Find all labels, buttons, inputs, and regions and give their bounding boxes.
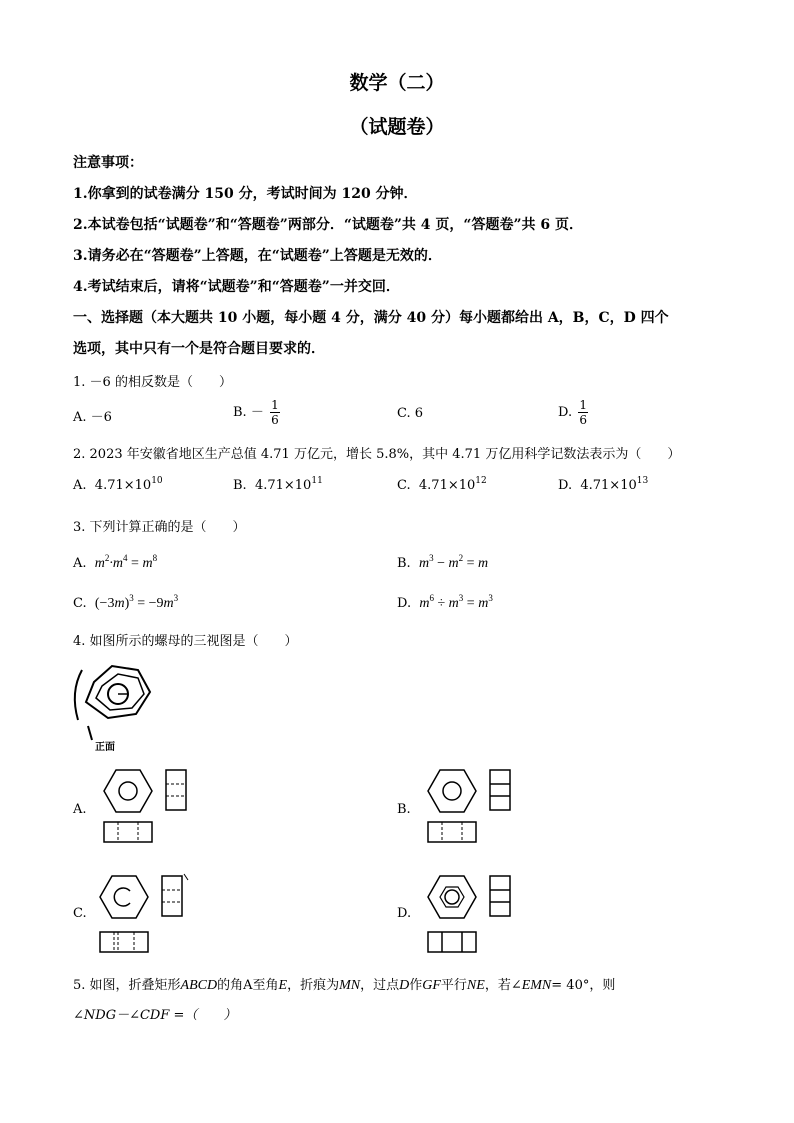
page-title: 数学（二） bbox=[349, 72, 445, 94]
notice-item: 2.本试卷包括“试题卷”和“答题卷”两部分．“试题卷”共 4 页，“答题卷”共 6 页． bbox=[73, 217, 584, 233]
q3-option-b: B. $m^3 - m^2 = m$ bbox=[397, 553, 489, 571]
q4-option-c-label: C. bbox=[73, 906, 87, 921]
notice-item: 1.你拿到的试卷满分 150 分，考试时间为 120 分钟． bbox=[73, 186, 418, 202]
notice-item: 4.考试结束后，请将“试题卷”和“答题卷”一并交回． bbox=[73, 279, 400, 295]
q1-option-a: A. －6 bbox=[73, 410, 112, 425]
q1-option-d: D. $\frac{1}{6}$ bbox=[558, 398, 588, 427]
section-heading-line2: 选项，其中只有一个是符合题目要求的． bbox=[73, 341, 325, 357]
nut-figure bbox=[68, 652, 168, 752]
section-heading: 一、选择题（本大题共 10 小题，每小题 4 分，满分 40 分）每小题都给出 A，B，C，D 四个 bbox=[73, 310, 669, 326]
q4-option-d-label: D. bbox=[397, 906, 412, 921]
q3-option-d: D. $m^6 \div m^3 = m^3$ bbox=[397, 593, 493, 611]
q3-option-c: C. $(-3m)^3 = -9m^3$ bbox=[73, 593, 179, 611]
q1-option-c: C. 6 bbox=[397, 406, 424, 421]
question-5-stem-line2: ∠NDG－∠CDF =（ ） bbox=[73, 1008, 237, 1023]
question-3-stem: 3. 下列计算正确的是（ ） bbox=[73, 520, 246, 535]
q2-option-b: B. $4.71\times 10^{11}$ bbox=[233, 476, 323, 493]
notice-heading: 注意事项： bbox=[73, 155, 143, 171]
q4-option-d-figure bbox=[424, 870, 494, 954]
page-subtitle: （试题卷） bbox=[349, 116, 445, 138]
question-2-stem: 2. 2023 年安徽省地区生产总值 4.71 万亿元，增长 5.8%，其中 4.71 万亿用科学记数法表示为（ ） bbox=[73, 447, 681, 462]
question-5-stem: 5. 如图，折叠矩形ABCD的角A至角E，折痕为MN，过点D作GF平行NE，若∠EMN= 40°，则 bbox=[73, 978, 616, 993]
q4-option-a-figure bbox=[100, 764, 170, 848]
question-4-stem: 4. 如图所示的螺母的三视图是（ ） bbox=[73, 634, 298, 649]
q4-option-b-figure bbox=[424, 764, 494, 848]
q1-option-b: B. － $\frac{1}{6}$ bbox=[233, 398, 279, 427]
q2-option-d: D. $4.71\times 10^{13}$ bbox=[558, 476, 649, 493]
q4-option-a-label: A. bbox=[73, 802, 87, 817]
front-label: 正面 bbox=[95, 742, 115, 753]
q2-option-a: A. $4.71\times 10^{10}$ bbox=[73, 476, 163, 493]
question-1-stem: 1. －6 的相反数是（ ） bbox=[73, 375, 232, 390]
notice-item: 3.请务必在“答题卷”上答题，在“试题卷”上答题是无效的． bbox=[73, 248, 442, 264]
q2-option-c: C. $4.71\times 10^{12}$ bbox=[397, 476, 487, 493]
q4-option-c-figure bbox=[96, 870, 186, 954]
q4-option-b-label: B. bbox=[397, 802, 411, 817]
q3-option-a: A. $m^2\cdot m^4 = m^8$ bbox=[73, 553, 158, 571]
